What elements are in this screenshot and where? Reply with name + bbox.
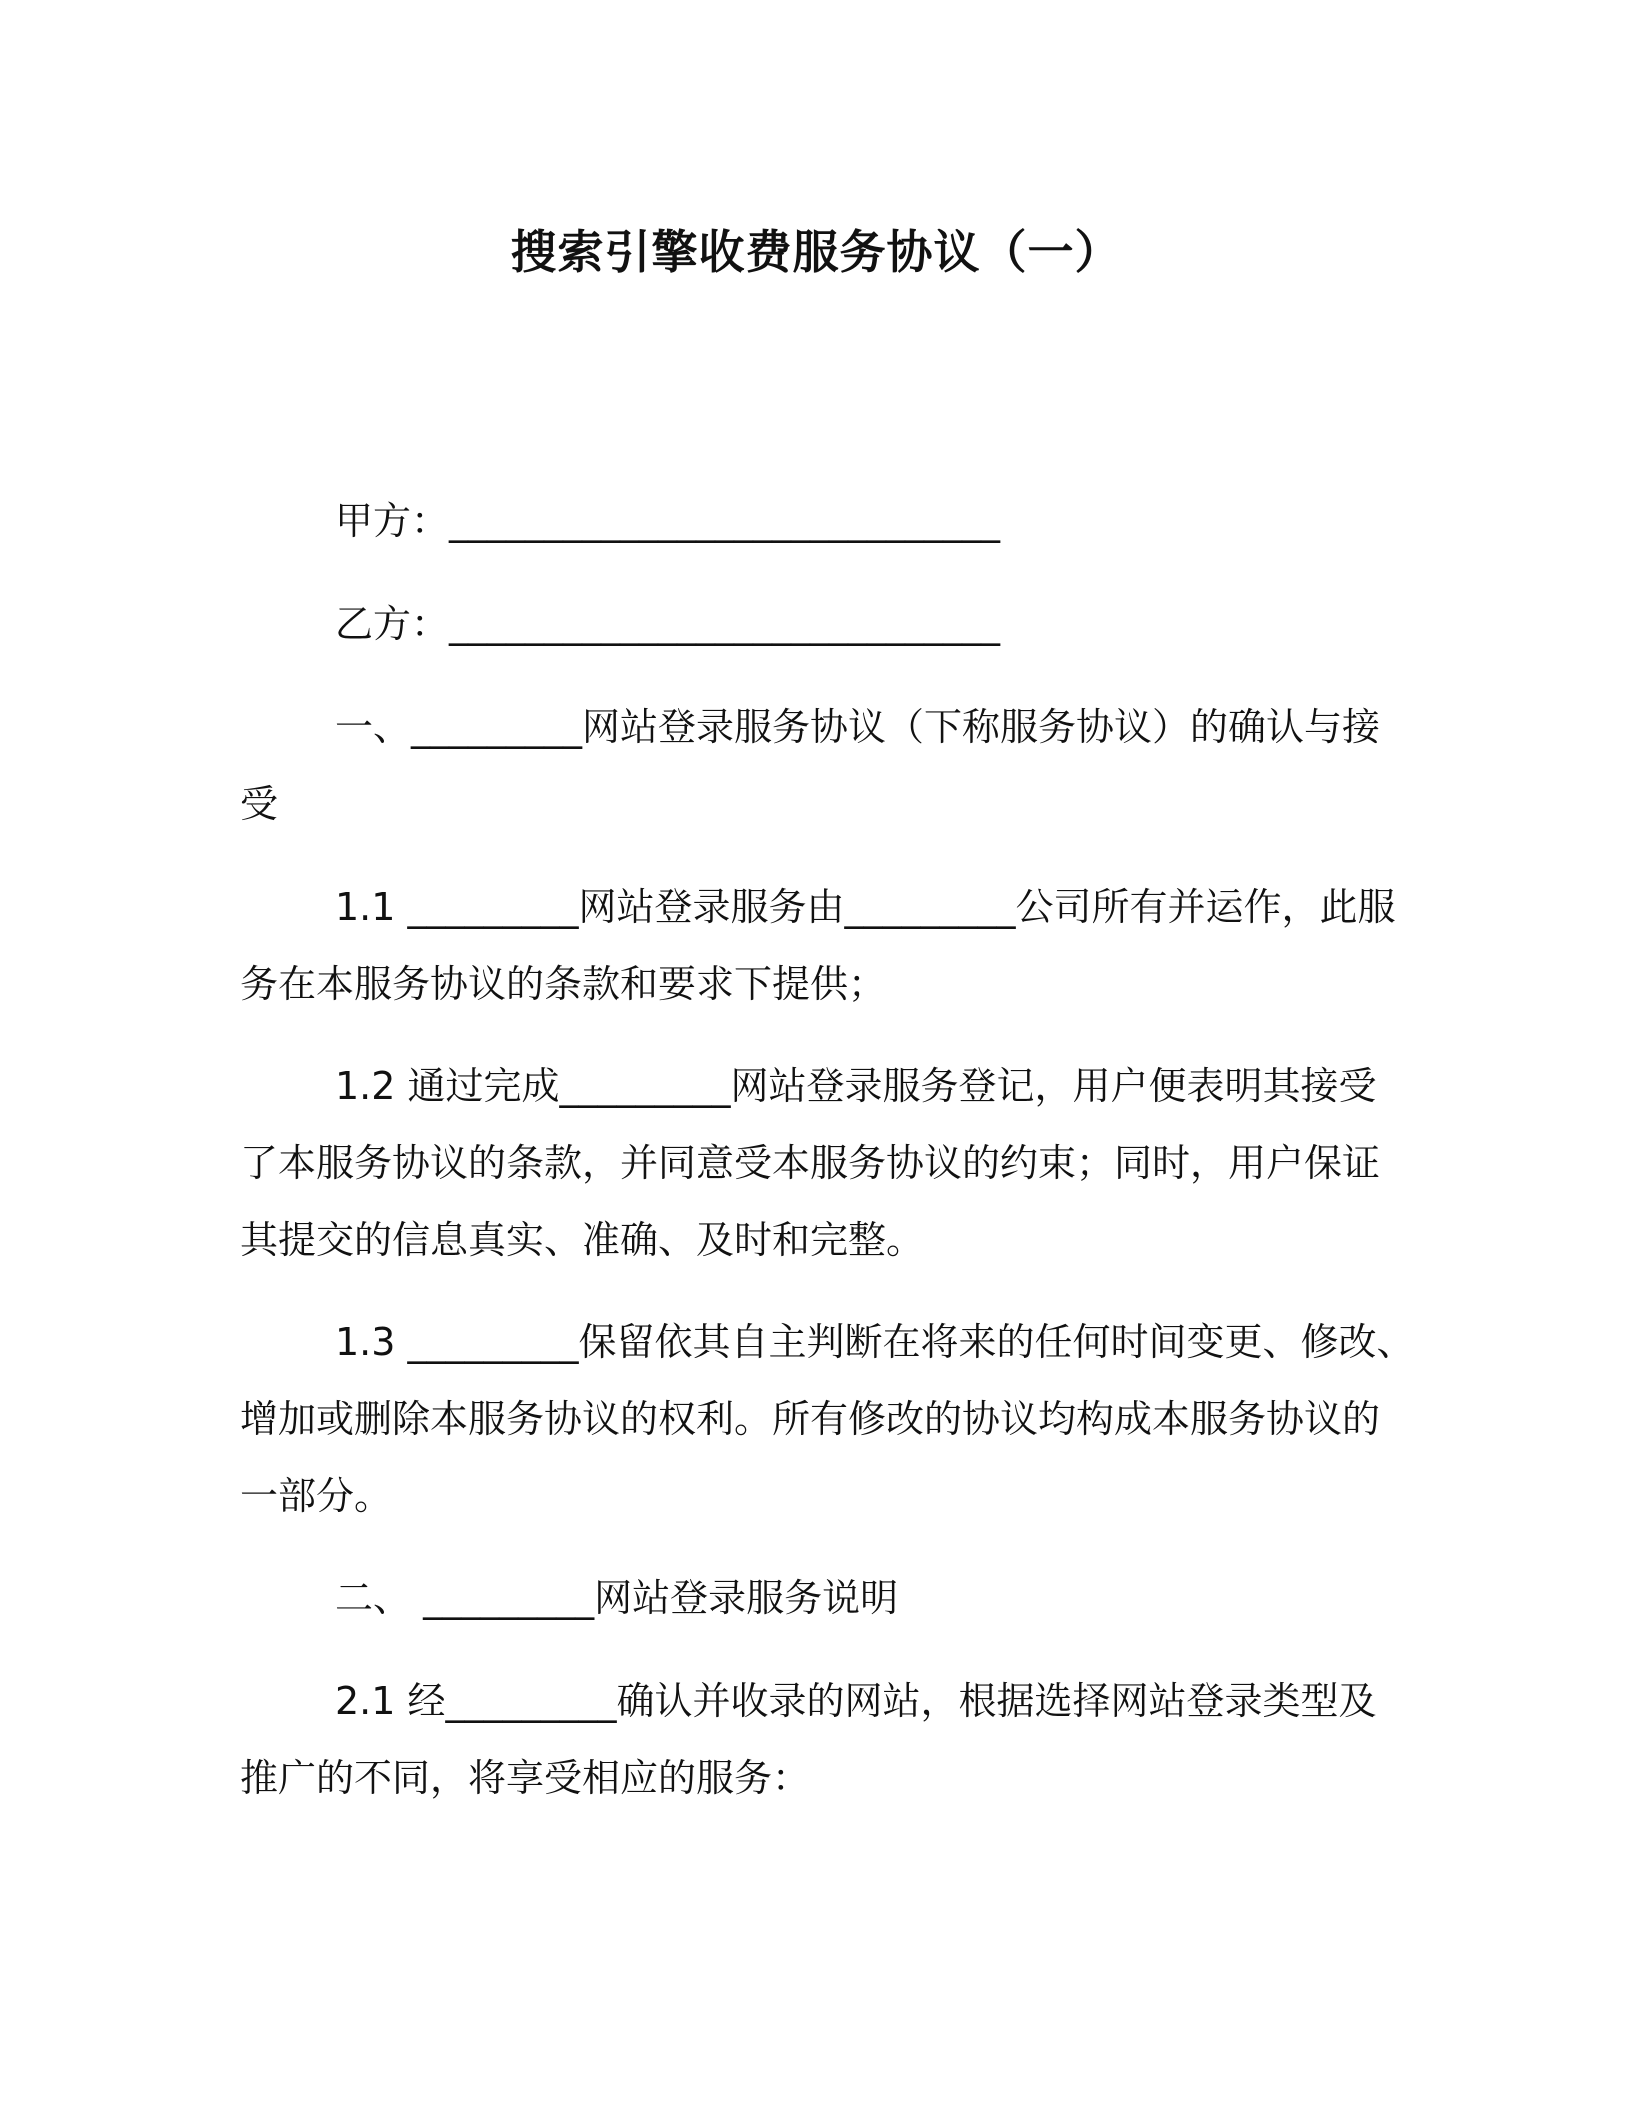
clause-1-3-line-3: 一部分。	[240, 1474, 393, 1518]
clause-2-1-line-1: 2.1 经_________确认并收录的网站，根据选择网站登录类型及	[335, 1679, 1377, 1723]
clause-1-1-line-2: 务在本服务协议的条款和要求下提供；	[240, 962, 887, 1006]
clause-1-2-line-1: 1.2 通过完成_________网站登录服务登记，用户便表明其接受	[335, 1064, 1377, 1108]
clause-1-3-line-1: 1.3 _________保留依其自主判断在将来的任何时间变更、修改、	[335, 1320, 1415, 1364]
clause-1-2-line-3: 其提交的信息真实、准确、及时和完整。	[240, 1218, 925, 1262]
party-b-line: 乙方：_____________________________	[335, 602, 1001, 646]
document-title: 搜索引擎收费服务协议（一）	[510, 225, 1122, 279]
clause-1-3-line-2: 增加或删除本服务协议的权利。所有修改的协议均构成本服务协议的	[240, 1397, 1381, 1441]
section-1-heading-cont: 受	[240, 782, 279, 826]
clause-1-2-line-2: 了本服务协议的条款，并同意受本服务协议的约束；同时，用户保证	[240, 1141, 1381, 1185]
section-2-heading: 二、 _________网站登录服务说明	[335, 1576, 899, 1620]
clause-1-1-line-1: 1.1 _________网站登录服务由_________公司所有并运作，此服	[335, 885, 1396, 929]
party-a-line: 甲方：_____________________________	[335, 499, 1001, 543]
clause-2-1-line-2: 推广的不同，将享受相应的服务：	[240, 1756, 811, 1800]
section-1-heading: 一、_________网站登录服务协议（下称服务协议）的确认与接	[335, 705, 1381, 749]
